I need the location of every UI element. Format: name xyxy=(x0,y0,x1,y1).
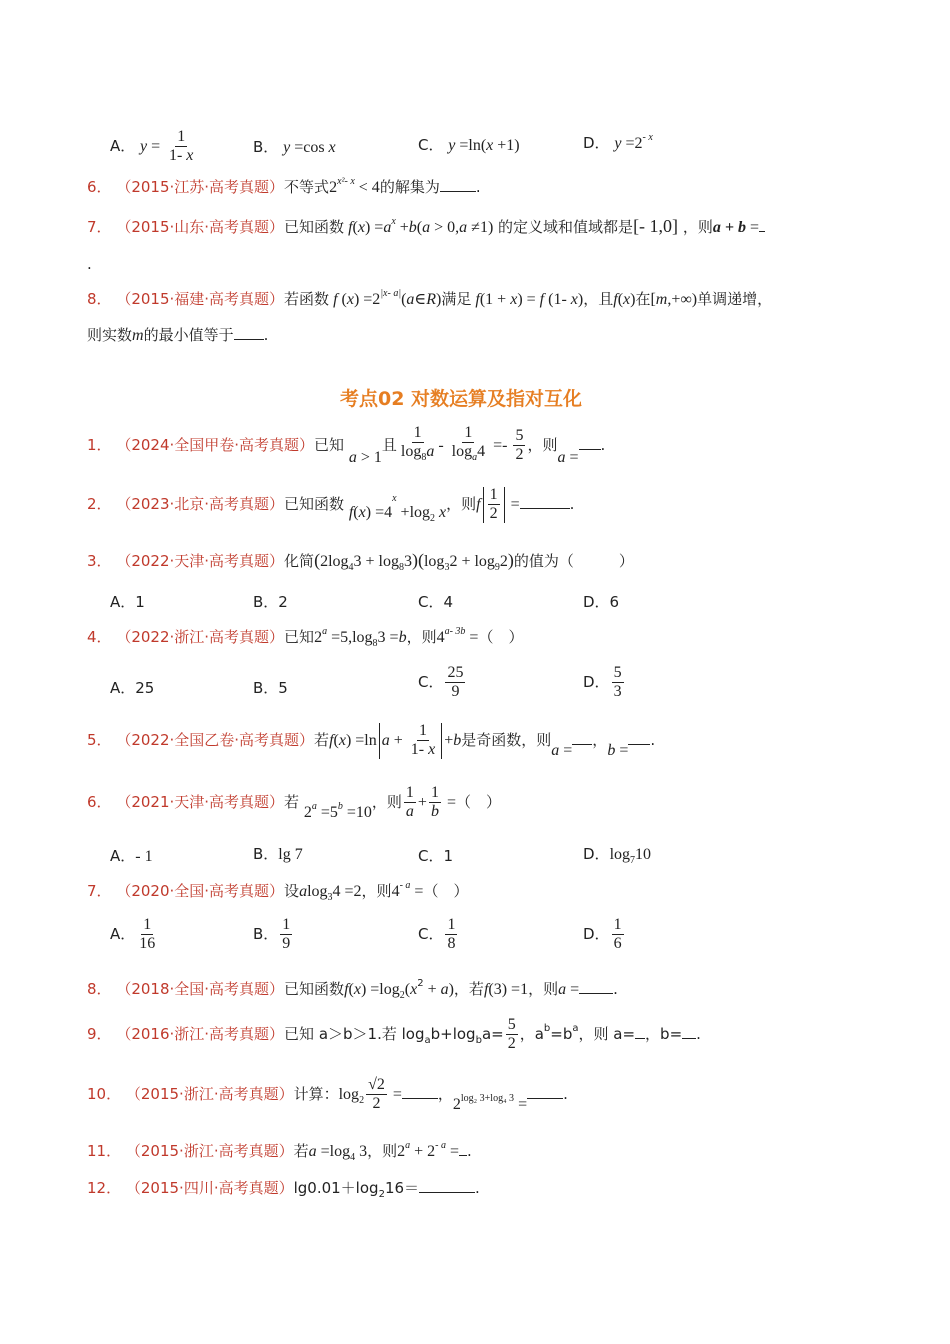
s3-option-d: D．6 xyxy=(583,593,620,611)
s6-option-a: A．- 1 xyxy=(110,847,153,865)
question-s2: 2． （2023·北京·高考真题）已知函数 $f(x) =4^x +\log_2$ x，则f $\frac{1}{2}$ = . xyxy=(87,486,575,524)
question-s11: 11． （2015·浙江·高考真题）若$a =\log_4$ 3，则$2^a + 2^{- a}$ = . xyxy=(87,1140,472,1163)
question-s8: 8． （2018·全国·高考真题）已知函数$f(x) =\log_2(x^2 + a)$，若f(3) =1，则a = . xyxy=(87,978,618,1001)
question-s12: 12． （2015·四川·高考真题）$\lg 0.01+\log_216=$ . xyxy=(87,1179,480,1200)
question-8-line2: 则实数m的最小值等于 . xyxy=(87,326,269,344)
answer-blank[interactable] xyxy=(579,981,613,994)
option-a: A． y = $\frac{1}{1- x}$ xyxy=(110,128,194,164)
s6-option-d: D．$\log_710$ xyxy=(583,845,652,866)
s4-option-a: A．25 xyxy=(110,679,155,697)
question-s3: 3． （2022·天津·高考真题）化简$(2\log_43 + \log_83)(\log_32 + \log_92)$的值为（ ） xyxy=(87,550,634,573)
answer-blank-1[interactable] xyxy=(402,1086,438,1099)
s6-option-c: C．1 xyxy=(418,847,454,865)
question-s5: 5． （2022·全国乙卷·高考真题）若f(x) =ln a + $\frac{1}{1- x}$ +b是奇函数，则a =，b =. xyxy=(87,722,656,759)
question-s4: 4． （2022·浙江·高考真题）已知$2^a =5,\log_83 =b$，则$4^{a- 3b}$ =（ ） xyxy=(87,626,524,649)
answer-blank[interactable] xyxy=(759,219,765,232)
s7-option-d: D． $\frac{1}{6}$ xyxy=(583,916,622,952)
answer-blank[interactable] xyxy=(579,437,601,450)
answer-blank-b[interactable] xyxy=(682,1026,696,1039)
question-s7: 7． （2020·全国·高考真题）设alog$_3$4 =2，则$4^{- a}$ =（ ） xyxy=(87,880,469,903)
question-7: 7． （2015·山东·高考真题）已知函数 $f(x) =a^x +b(a > 0,a \ne 1)$ 的定义域和值域都是[- 1,0] ，则a + b = xyxy=(87,216,765,237)
answer-blank-a[interactable] xyxy=(572,732,592,745)
question-s10: 10． （2015·浙江·高考真题）计算：$\log_2$ $\frac{√2}{2}$ = ，$2_{log_2 3+log_4 3}$ =. xyxy=(87,1076,568,1113)
s3-option-a: A．1 xyxy=(110,593,145,611)
s3-option-c: C．4 xyxy=(418,593,454,611)
s6-option-b: B．lg 7 xyxy=(253,845,303,863)
s7-option-c: C． $\frac{1}{8}$ xyxy=(418,916,456,952)
s4-option-c: C． $\frac{25}{9}$ xyxy=(418,664,464,700)
answer-blank[interactable] xyxy=(520,496,570,509)
question-8: 8． （2015·福建·高考真题）若函数 f $(x) =2^{|x- a|}(a\in R)$满足 f(1 + x) = f (1- x)，且f(x)在[m,+∞)单调递增， xyxy=(87,288,773,308)
answer-blank[interactable] xyxy=(234,327,264,340)
s4-option-b: B．5 xyxy=(253,679,288,697)
answer-blank[interactable] xyxy=(440,179,476,192)
answer-blank-a[interactable] xyxy=(635,1026,645,1039)
question-s1: 1． （2024·全国甲卷·高考真题）已知 a > 1且 $\frac{1}{\log_8a}$ - $\frac{1}{\log_a4}$ =- $\frac{5}{2}$ ，则a =. xyxy=(87,424,606,466)
answer-blank-b[interactable] xyxy=(628,732,650,745)
question-6: 6． （2015·江苏·高考真题）不等式$2^{x^2- x} < 4$的解集为 . xyxy=(87,176,481,196)
answer-blank[interactable] xyxy=(459,1143,467,1156)
answer-blank-2[interactable] xyxy=(527,1086,563,1099)
question-s6: 6． （2021·天津·高考真题）若 $2_a =5_b =10$，则 $\frac{1}{a}$ + $\frac{1}{b}$ =（ ） xyxy=(87,784,501,821)
s4-option-d: D． $\frac{5}{3}$ xyxy=(583,664,622,700)
s7-option-b: B． $\frac{1}{9}$ xyxy=(253,916,291,952)
option-b: B． y =cos x xyxy=(253,138,336,156)
s7-option-a: A． $\frac{1}{16}$ xyxy=(110,916,156,952)
question-s9: 9． （2016·浙江·高考真题）已知 a＞b＞1.若 $\log_ab+\log_ba=$ $\frac{5}{2}$ ，$a^b=b^a$，则 a= ，b= . xyxy=(87,1016,701,1052)
question-7-cont: . xyxy=(87,255,92,273)
section-title: 考点02 对数运算及指对互化 xyxy=(340,388,583,410)
option-c: C． y =ln(x +1) xyxy=(418,136,520,154)
option-d: D． $y =2^{- x}$ xyxy=(583,132,653,152)
answer-blank[interactable] xyxy=(419,1180,475,1193)
s3-option-b: B．2 xyxy=(253,593,288,611)
